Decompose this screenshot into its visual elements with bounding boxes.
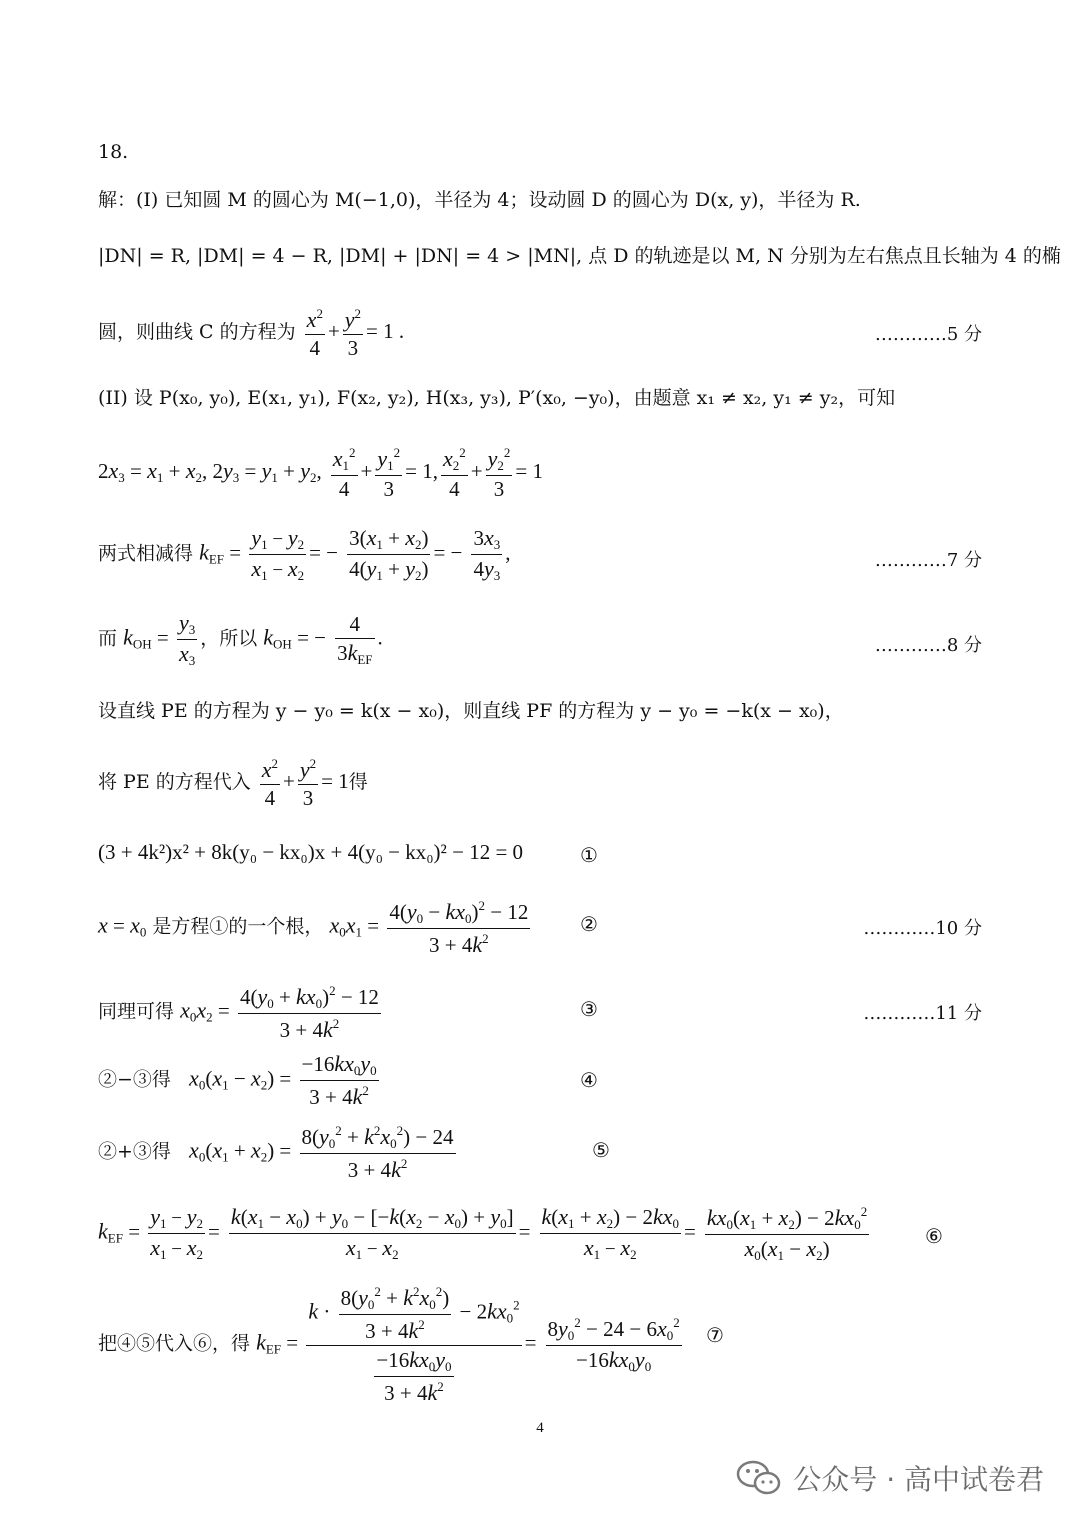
fraction: k · $\frac{8(y_0^2 + k^2x_0^2)}{3 + 4k^2}$ − $2kx_0^2$ $\frac{-16kx_0y_0}{3 + 4k^2}$ — [308, 1284, 520, 1405]
part2-line2: $2x_3 = x_1 + x_2$, $2y_3 = y_1 + y_2$, $\frac{x_1^2}{4}$ + $\frac{y_1^2}{3}$ = 1, $\frac{x_2^2}{4}$ + $\frac{y_2^2}{3}$ = 1 — [98, 445, 543, 501]
part1-line3: 圆，则曲线 C 的方程为 $\frac{x^2}{4}$ + $\frac{y^2}{3}$ = 1 . — [98, 306, 405, 360]
watermark-text: 公众号 · 高中试卷君 — [793, 1463, 1044, 1496]
fraction: $\frac{8(y_0^2 + k^2x_0^2) - 24}{3 + 4k^2}$ — [301, 1123, 454, 1182]
score-8: …………8 分 — [874, 635, 982, 656]
circled-7: ⑦ — [706, 1323, 724, 1347]
part2-line4-prefix: 而 — [98, 627, 118, 650]
part2-line10: ②−③得 $x_0(x_1 - x_2)$ = $\frac{-16kx_0y_0}{3 + 4k^2}$ — [98, 1051, 377, 1109]
part2-line6: 将 PE 的方程代入 $\frac{x^2}{4}$ + $\frac{y^2}{3}$ = 1得 — [98, 756, 368, 810]
fraction: $\frac{x^2}{4}$ — [306, 306, 323, 360]
part2-line4: 而 $k_{OH}$ = $\frac{y_3}{x_3}$ ，所以 $k_{OH}$ = − $\frac{4}{3k_{EF}}$ . — [98, 610, 383, 668]
circled-2: ② — [580, 912, 598, 936]
score-5: …………5 分 — [874, 324, 982, 345]
fraction: $\frac{3(x_1 + x_2)}{4(y_1 + y_2)}$ — [349, 525, 429, 583]
fraction: $\frac{y_1^2}{3}$ — [377, 445, 401, 501]
part2-line9-prefix: 同理可得 — [98, 1000, 175, 1023]
part2-line1: (II) 设 P(x₀, y₀), E(x₁, y₁), F(x₂, y₂), H(x₃, y₃), P′(x₀, −y₀)，由题意 x₁ ≠ x₂, y₁ ≠ y₂，可知 — [98, 387, 896, 409]
part2-line9: 同理可得 $x_0x_2$ = $\frac{4(y_0 + kx_0)^2 - 12}{3 + 4k^2}$ — [98, 983, 379, 1042]
fraction: $\frac{x_2^2}{4}$ — [442, 445, 466, 501]
wechat-icon — [735, 1458, 783, 1498]
part2-line3-prefix: 两式相减得 — [98, 542, 194, 565]
part2-line11: ②+③得 $x_0(x_1 + x_2)$ = $\frac{8(y_0^2 + k^2x_0^2) - 24}{3 + 4k^2}$ — [98, 1123, 454, 1182]
part2-line8-prefix: 是方程①的一个根， — [152, 915, 324, 938]
fraction: $\frac{8y_0^2 - 24 - 6x_0^2}{-16kx_0y_0}$ — [547, 1315, 680, 1374]
page-number: 4 — [536, 1420, 544, 1436]
circled-5: ⑤ — [592, 1138, 610, 1162]
fraction: $\frac{y_1 - y_2}{x_1 - x_2}$ — [150, 1204, 204, 1262]
fraction: $\frac{-16kx_0y_0}{3 + 4k^2}$ — [301, 1051, 377, 1109]
fraction: $\frac{y^2}{3}$ — [344, 306, 362, 360]
part2-line11-prefix: ②+③得 — [98, 1140, 171, 1163]
circled-4: ④ — [580, 1068, 598, 1092]
part2-line3: 两式相减得 $k_{EF}$ = $\frac{y_1 - y_2}{x_1 - x_2}$ = − $\frac{3(x_1 + x_2)}{4(y_1 + y_2)}$ = − $\frac{3x_3}{4y_3}$ , — [98, 525, 511, 583]
circled-6: ⑥ — [925, 1224, 943, 1248]
fraction: $\frac{x^2}{4}$ — [261, 756, 279, 810]
circled-3: ③ — [580, 997, 598, 1021]
score-7: …………7 分 — [874, 550, 982, 571]
fraction: $\frac{y_3}{x_3}$ — [178, 610, 196, 668]
part2-line13-prefix: 把④⑤代入⑥，得 — [98, 1332, 251, 1355]
watermark — [735, 1458, 1044, 1498]
fraction: $\frac{x_1^2}{4}$ — [332, 445, 356, 501]
fraction: $\frac{k(x_1 + x_2) - 2kx_0}{x_1 - x_2}$ — [541, 1204, 680, 1262]
problem-number: 18. — [98, 141, 129, 163]
equation-1 — [98, 842, 523, 863]
fraction: $\frac{k(x_1 - x_0) + y_0 - [-k(x_2 - x_0) + y_0]}{x_1 - x_2}$ — [230, 1204, 514, 1262]
fraction: $\frac{kx_0(x_1 + x_2) - 2kx_0^2}{x_0(x_1 - x_2)}$ — [706, 1204, 868, 1263]
part2-line6-suffix: 得 — [348, 771, 368, 793]
part2-line12: $k_{EF}$ = $\frac{y_1 - y_2}{x_1 - x_2}$ = $\frac{k(x_1 - x_0) + y_0 - [-k(x_2 - x_0) + y_0]}{x_1 - x_2}$ = $\frac{k(x_1 + x_2) - 2kx_0}{x_1 - x_2}$ = $\frac{kx_0(x_1 + x_2) - 2kx_0^2}{x_0(x_1 - x_2)}$ — [98, 1204, 868, 1263]
fraction: $\frac{y^2}{3}$ — [299, 756, 317, 810]
part2-line10-prefix: ②−③得 — [98, 1068, 171, 1091]
part1-line2: |DN| = R, |DM| = 4 − R, |DM| + |DN| = 4 > |MN|, 点 D 的轨迹是以 M, N 分别为左右焦点且长轴为 4 的椭 — [98, 245, 1061, 267]
part2-line6-prefix: 将 PE 的方程代入 — [98, 771, 251, 793]
fraction: $\frac{4(y_0 + kx_0)^2 - 12}{3 + 4k^2}$ — [239, 983, 379, 1042]
part2-line4-mid: ，所以 — [200, 627, 258, 650]
fraction: $\frac{3x_3}{4y_3}$ — [473, 525, 501, 583]
part2-line13: 把④⑤代入⑥，得 $k_{EF}$ = k · $\frac{8(y_0^2 + k^2x_0^2)}{3 + 4k^2}$ − $2kx_0^2$ $\frac{-16kx_0y_0}{3 + 4k^2}$ = $\frac{8y_0^2 - 24 - 6x_0^2}{-16kx_0y_0}$ — [98, 1284, 680, 1405]
fraction: $\frac{-16kx_0y_0}{3 + 4k^2}$ — [376, 1347, 452, 1405]
fraction: $\frac{y_1 - y_2}{x_1 - x_2}$ — [251, 525, 305, 583]
fraction: $\frac{4}{3k_{EF}}$ — [337, 611, 373, 667]
score-11: …………11 分 — [863, 1003, 982, 1024]
part1-line1: 解：(I) 已知圆 M 的圆心为 M(−1,0)，半径为 4；设动圆 D 的圆心为 D(x, y)，半径为 R. — [98, 189, 861, 211]
fraction: $\frac{y_2^2}{3}$ — [487, 445, 511, 501]
part2-line8: $x = x_0$ 是方程①的一个根， $x_0x_1$ = $\frac{4(y_0 - kx_0)^2 - 12}{3 + 4k^2}$ — [98, 898, 529, 957]
circled-1: ① — [580, 843, 598, 867]
equation-1-text: (3 + 4k²)x² + 8k(y₀ − kx₀)x + 4(y₀ − kx₀)² − 12 = 0 — [98, 840, 524, 864]
part2-line5: 设直线 PE 的方程为 y − y₀ = k(x − x₀)，则直线 PF 的方程为 y − y₀ = −k(x − x₀)， — [98, 700, 844, 722]
score-10: …………10 分 — [863, 918, 982, 939]
part1-line3-text: 圆，则曲线 C 的方程为 — [98, 321, 296, 343]
fraction: $\frac{4(y_0 - kx_0)^2 - 12}{3 + 4k^2}$ — [389, 898, 529, 957]
fraction: $\frac{8(y_0^2 + k^2x_0^2)}{3 + 4k^2}$ — [340, 1284, 450, 1343]
